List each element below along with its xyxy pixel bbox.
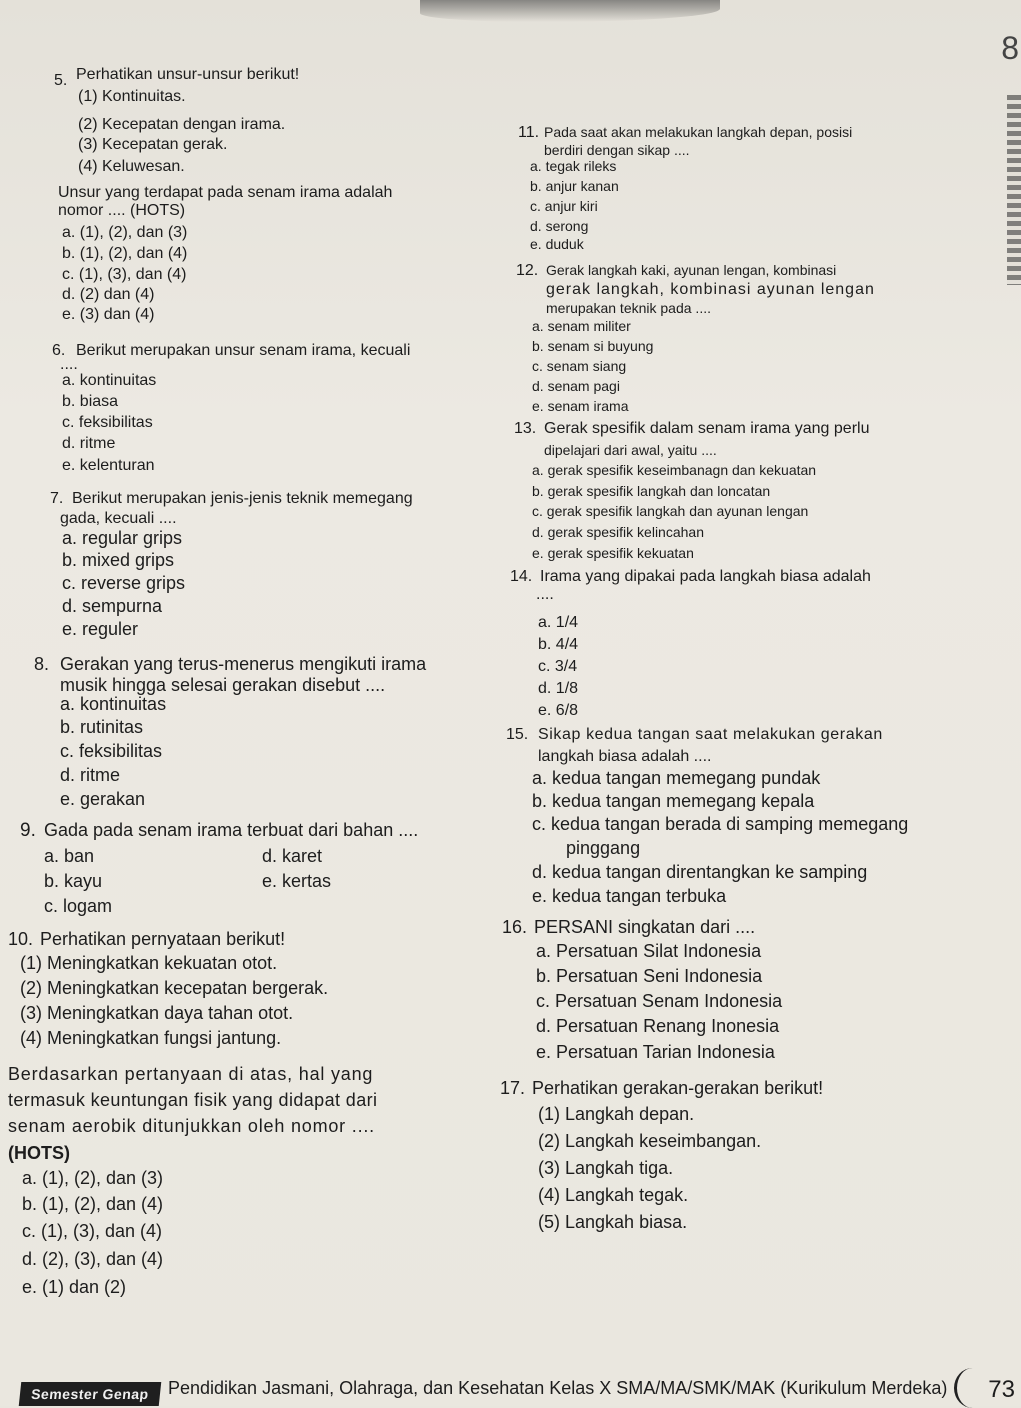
answer-option[interactable]: c. reverse grips (62, 573, 186, 593)
answer-option[interactable]: a. Persatuan Silat Indonesia (536, 941, 762, 961)
answer-option[interactable]: b. kedua tangan memegang kepala (532, 791, 815, 811)
answer-option[interactable]: d. (2) dan (4) (62, 286, 155, 303)
answer-option[interactable]: d. Persatuan Renang Inonesia (536, 1016, 780, 1036)
question-stem: Sikap kedua tangan saat melakukan gerakan (538, 726, 883, 743)
question-number: 9. (20, 820, 36, 841)
answer-option[interactable]: e. kelenturan (62, 457, 155, 474)
question-stem: Gerak langkah kaki, ayunan lengan, kombinasi (546, 262, 837, 278)
question-dots: .... (536, 586, 554, 603)
list-item: (2) Kecepatan dengan irama. (78, 116, 286, 133)
answer-option[interactable]: b. (1), (2), dan (4) (22, 1194, 164, 1214)
page-number-top: 8 (1001, 30, 1019, 66)
answer-option[interactable]: c. feksibilitas (62, 414, 153, 431)
question-stem-cont: gerak langkah, kombinasi ayunan lengan (546, 281, 875, 298)
answer-option[interactable]: a. kontinuitas (60, 694, 167, 714)
question-stem: Berikut merupakan unsur senam irama, kecuali (76, 342, 411, 359)
question-stem: Pada saat akan melakukan langkah depan, posisi (544, 124, 853, 140)
question-stem-cont: Unsur yang terdapat pada senam irama adalah (58, 184, 393, 201)
question-body: senam aerobik ditunjukkan oleh nomor .... (8, 1116, 375, 1136)
question-number: 5. (54, 72, 68, 89)
question-stem-cont: gada, kecuali .... (60, 510, 177, 527)
question-number: 12. (516, 262, 539, 279)
question-stem: Perhatikan gerakan-gerakan berikut! (532, 1078, 824, 1098)
answer-option[interactable]: b. gerak spesifik langkah dan loncatan (532, 483, 771, 499)
question-number: 15. (506, 726, 529, 743)
answer-option[interactable]: a. ban (44, 846, 95, 866)
question-stem: Perhatikan pernyataan berikut! (40, 929, 286, 949)
answer-option[interactable]: c. 3/4 (538, 658, 578, 675)
answer-option[interactable]: e. duduk (530, 236, 584, 252)
answer-option[interactable]: c. Persatuan Senam Indonesia (536, 991, 783, 1011)
book-title: Pendidikan Jasmani, Olahraga, dan Kesehatan Kelas X SMA/MA/SMK/MAK (Kurikulum Merdeka) (168, 1378, 948, 1398)
question-stem-cont: langkah biasa adalah .... (538, 748, 712, 765)
answer-option[interactable]: e. senam irama (532, 398, 629, 414)
list-item: (1) Langkah depan. (538, 1104, 695, 1124)
answer-option[interactable]: c. gerak spesifik langkah dan ayunan lengan (532, 503, 809, 519)
question-dots: .... (60, 356, 78, 373)
question-number: 8. (34, 654, 50, 674)
answer-option[interactable]: d. kedua tangan direntangkan ke samping (532, 862, 868, 882)
top-shadow (420, 0, 720, 22)
answer-option[interactable]: b. senam si buyung (532, 338, 654, 354)
list-item: (2) Meningkatkan kecepatan bergerak. (20, 978, 329, 998)
list-item: (3) Kecepatan gerak. (78, 136, 228, 153)
question-stem: Berikut merupakan jenis-jenis teknik memegang (72, 490, 413, 507)
answer-option[interactable]: a. (1), (2), dan (3) (22, 1168, 164, 1188)
question-stem: PERSANI singkatan dari .... (534, 917, 756, 937)
question-number: 7. (50, 490, 64, 507)
question-stem-cont: dipelajari dari awal, yaitu .... (544, 442, 717, 458)
answer-option[interactable]: e. (3) dan (4) (62, 306, 155, 323)
answer-option[interactable]: e. gerakan (60, 789, 146, 809)
answer-option[interactable]: a. kedua tangan memegang pundak (532, 768, 821, 788)
question-body: termasuk keuntungan fisik yang didapat dari (8, 1090, 378, 1110)
answer-option[interactable]: a. senam militer (532, 318, 631, 334)
page-tab-arc (954, 1368, 991, 1408)
page-edge-stripes (1007, 95, 1021, 285)
answer-option[interactable]: a. 1/4 (538, 614, 579, 631)
answer-option[interactable]: e. Persatuan Tarian Indonesia (536, 1042, 775, 1062)
answer-option[interactable]: b. 4/4 (538, 636, 579, 653)
answer-option[interactable]: b. kayu (44, 871, 103, 891)
answer-option[interactable]: c. (1), (3), dan (4) (62, 266, 187, 283)
answer-option[interactable]: b. mixed grips (62, 550, 175, 570)
question-stem-cont: berdiri dengan sikap .... (544, 142, 690, 158)
list-item: (1) Kontinuitas. (78, 88, 186, 105)
question-stem: Gerak spesifik dalam senam irama yang perlu (544, 420, 870, 437)
answer-option[interactable]: c. feksibilitas (60, 741, 163, 761)
question-number: 11. (518, 124, 540, 141)
answer-option[interactable]: c. kedua tangan berada di samping memegang (532, 814, 909, 834)
list-item: (4) Meningkatkan fungsi jantung. (20, 1028, 282, 1048)
answer-option[interactable]: e. kertas (262, 871, 332, 891)
answer-option[interactable]: d. 1/8 (538, 680, 579, 697)
answer-option[interactable]: d. sempurna (62, 596, 163, 616)
question-number: 14. (510, 568, 533, 585)
answer-option[interactable]: a. regular grips (62, 528, 183, 548)
answer-option[interactable]: e. reguler (62, 619, 139, 639)
answer-option[interactable]: d. senam pagi (532, 378, 620, 394)
question-stem: Perhatikan unsur-unsur berikut! (76, 66, 300, 83)
question-number: 10. (8, 929, 34, 949)
answer-option[interactable]: a. kontinuitas (62, 372, 157, 389)
semester-badge: Semester Genap (19, 1382, 162, 1406)
answer-option[interactable]: e. (1) dan (2) (22, 1277, 127, 1297)
question-stem: Irama yang dipakai pada langkah biasa adalah (540, 568, 871, 585)
question-stem: Gada pada senam irama terbuat dari bahan .... (44, 820, 419, 840)
answer-option[interactable]: a. tegak rileks (530, 158, 617, 174)
question-stem-cont: musik hingga selesai gerakan disebut .... (60, 675, 386, 695)
list-item: (3) Langkah tiga. (538, 1158, 674, 1178)
answer-option[interactable]: d. ritme (62, 435, 116, 452)
answer-option[interactable]: b. Persatuan Seni Indonesia (536, 966, 763, 986)
question-stem-cont: nomor .... (HOTS) (58, 202, 186, 219)
answer-option[interactable]: a. (1), (2), dan (3) (62, 224, 188, 241)
answer-option[interactable]: b. anjur kanan (530, 178, 619, 194)
answer-option[interactable]: c. (1), (3), dan (4) (22, 1221, 163, 1241)
answer-option[interactable]: e. gerak spesifik kekuatan (532, 545, 694, 561)
answer-option-cont: pinggang (566, 838, 641, 858)
answer-option[interactable]: e. kedua tangan terbuka (532, 886, 727, 906)
list-item: (4) Langkah tegak. (538, 1185, 689, 1205)
answer-option[interactable]: e. 6/8 (538, 702, 579, 719)
question-number: 17. (500, 1078, 526, 1098)
answer-option[interactable]: b. rutinitas (60, 717, 144, 737)
question-stem-cont: merupakan teknik pada .... (546, 300, 711, 316)
answer-option[interactable]: c. logam (44, 896, 113, 916)
question-body: Berdasarkan pertanyaan di atas, hal yang (8, 1064, 374, 1084)
question-stem: Gerakan yang terus-menerus mengikuti irama (60, 654, 427, 674)
answer-option[interactable]: b. (1), (2), dan (4) (62, 245, 188, 262)
answer-option[interactable]: b. biasa (62, 393, 119, 410)
list-item: (3) Meningkatkan daya tahan otot. (20, 1003, 294, 1023)
question-number: 16. (502, 917, 528, 937)
list-item: (4) Keluwesan. (78, 158, 185, 175)
answer-option[interactable]: d. gerak spesifik kelincahan (532, 524, 704, 540)
answer-option[interactable]: d. (2), (3), dan (4) (22, 1249, 164, 1269)
list-item: (5) Langkah biasa. (538, 1212, 688, 1232)
answer-option[interactable]: a. gerak spesifik keseimbanagn dan kekuatan (532, 462, 817, 478)
list-item: (1) Meningkatkan kekuatan otot. (20, 953, 278, 973)
answer-option[interactable]: d. serong (530, 218, 589, 234)
answer-option[interactable]: d. karet (262, 846, 323, 866)
question-body: (HOTS) (8, 1143, 70, 1163)
page-number: 73 (988, 1376, 1015, 1403)
page-footer (0, 1360, 1021, 1406)
question-number: 13. (514, 420, 537, 437)
question-number: 6. (52, 342, 66, 359)
answer-option[interactable]: c. anjur kiri (530, 198, 598, 214)
list-item: (2) Langkah keseimbangan. (538, 1131, 762, 1151)
answer-option[interactable]: c. senam siang (532, 358, 627, 374)
answer-option[interactable]: d. ritme (60, 765, 121, 785)
